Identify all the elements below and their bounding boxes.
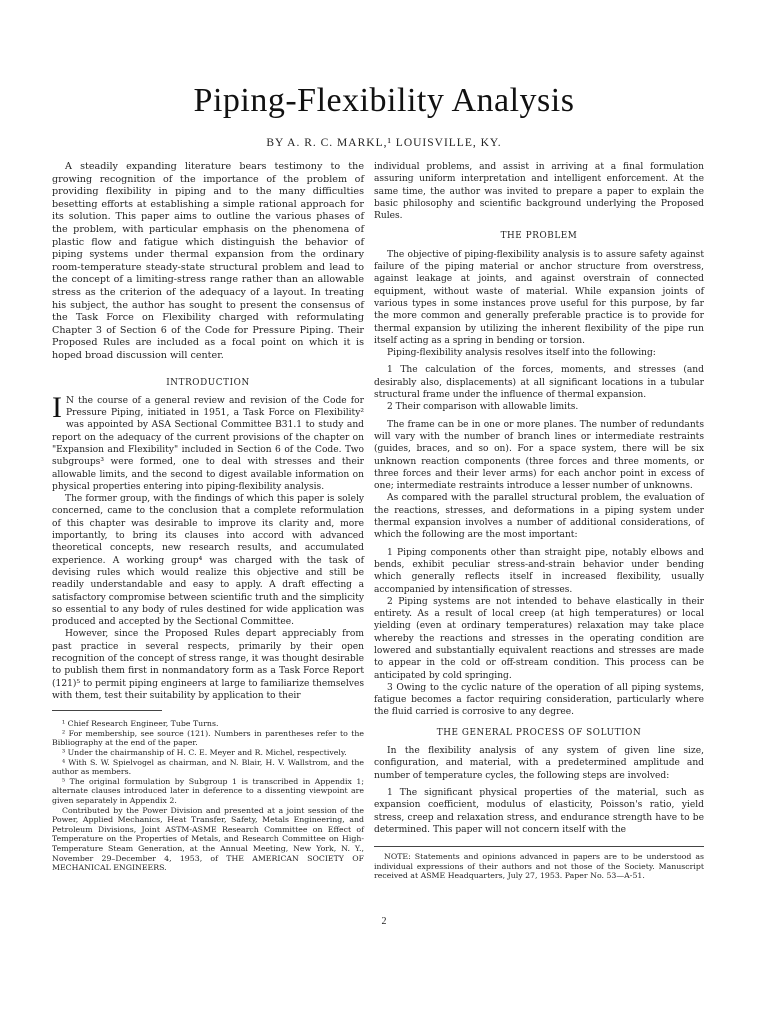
problem-item-1: 1 The calculation of the forces, moments, and stresses (and desirably also, displacements) at all significant locations in a tubular structural frame under the influence of thermal expansion. xyxy=(374,365,704,401)
problem-paragraph-4: As compared with the parallel structural problem, the evaluation of the reactions, stresses, and deformations in a piping system under thermal expansion involves a number of additional considerations, of which the following are the most important: xyxy=(374,493,704,541)
right-column xyxy=(374,161,704,881)
footnote-5: ⁵ The original formulation by Subgroup 1 is transcribed in Appendix 1; alternate clauses introduced later in deference to a dissenting viewpoint are given separately in Appendix 2. xyxy=(52,776,364,805)
page-number: 2 xyxy=(381,916,387,927)
general-process-heading: THE GENERAL PROCESS OF SOLUTION xyxy=(436,727,642,738)
consideration-3: 3 Owing to the cyclic nature of the operation of all piping systems, fatigue becomes a factor requiring consideration, particularly where the fluid carried is corrosive to any degree. xyxy=(374,682,704,718)
problem-paragraph-2: Piping-flexibility analysis resolves itself into the following: xyxy=(387,348,656,359)
consideration-2: 2 Piping systems are not intended to behave elastically in their entirety. As a result of local creep (at high temperatures) or local yielding (even at ordinary temperatures) relaxation may take place whereby the reactions and stresses in the operating condition are lowered and substantially equivalent reactions and stresses are made to appear in the cold or off-stream condition. This process can be anticipated by cold springing. xyxy=(374,596,704,681)
introduction-paragraph-1 xyxy=(52,390,364,493)
problem-item-2: 2 Their comparison with allowable limits. xyxy=(387,402,579,413)
drop-cap: I xyxy=(52,390,62,424)
intro-p1-text: N the course of a general review and revision of the Code for Pressure Piping, initiated in 1951, a Task Force on Flexibility² was appointed by ASA Sectional Committee B31.1 to study and report on the adequacy of the current provisions of the chapter on "Expansion and Flexibility" included in Section 6 of the Code. Two subgroups³ were formed, one to deal with stresses and their allowable limits, and the second to digest available information on physical properties entering into piping-flexibility analysis. xyxy=(52,395,364,492)
author-byline: BY A. R. C. MARKL,¹ LOUISVILLE, KY. xyxy=(266,137,502,149)
introduction-paragraph-3: However, since the Proposed Rules depart appreciably from past practice in several respects, primarily by their open recognition of the concept of stress range, it was thought desirable to publish them first in nonmandatory form as a Task Force Report (121)⁵ to permit piping engineers at large to familiarize themselves with them, test their suitability by application to their xyxy=(52,629,364,701)
general-process-item-1: 1 The significant physical properties of the material, such as expansion coefficient, modulus of elasticity, Poisson's ratio, yield stress, creep and relaxation stress, and endurance strength have to be determined. This paper will not concern itself with the xyxy=(374,787,704,835)
footnotes xyxy=(52,719,364,873)
general-process-paragraph-1: In the flexibility analysis of any system of given line size, configuration, and material, with a predetermined amplitude and number of temperature cycles, the following steps are involved: xyxy=(374,746,704,781)
continued-paragraph: individual problems, and assist in arriving at a final formulation assuring uniform interpretation and intelligent enforcement. At the same time, the author was invited to prepare a paper to explain the basic philosophy and scientific background underlying the Proposed Rules. xyxy=(374,162,704,222)
footnote-2: ² For membership, see source (121). Numbers in parentheses refer to the Bibliography at the end of the paper. xyxy=(52,728,364,748)
footnote-1: ¹ Chief Research Engineer, Tube Turns. xyxy=(62,719,219,729)
left-column xyxy=(52,161,364,873)
paper-title: Piping-Flexibility Analysis xyxy=(193,82,575,119)
introduction-paragraph-2: The former group, with the findings of which this paper is solely concerned, came to the conclusion that a complete reformulation of this chapter was desirable to improve its clarity and, more importantly, to bring its clauses into accord with advanced theoretical concepts, new research results, and accumulated experience. A working group⁴ was charged with the task of devising rules which would realize this objective and still be readily understandable and easy to apply. A draft effecting a satisfactory compromise between scientific truth and the simplicity so essential to any body of rules destined for wide application was produced and accepted by the Sectional Committee. xyxy=(52,494,364,628)
problem-paragraph-1: The objective of piping-flexibility analysis is to assure safety against failure of the piping material or anchor structure from overstress, against leakage at joints, and against overstrain of connected equipment, without waste of material. While expansion joints of various types in some instances prove useful for this purpose, by far the more common and generally preferable practice is to provide for thermal expansion by utilizing the inherent flexibility of the pipe run itself acting as a spring in bending or torsion. xyxy=(374,249,704,346)
footnote-rule xyxy=(52,710,162,716)
editorial-note xyxy=(374,846,704,881)
footnote-4: ⁴ With S. W. Spielvogel as chairman, and N. Blair, H. V. Wallstrom, and the author as members. xyxy=(52,757,364,777)
footnote-contributed: Contributed by the Power Division and presented at a joint session of the Power, Applied Mechanics, Heat Transfer, Safety, Metals Engineering, and Petroleum Divisions, Joint ASTM-ASME Research Committee on Effect of Temperature on the Properties of Metals, and Research Committee on High-Temperature Steam Generation, at the Annual Meeting, New York, N. Y., November 29–December 4, 1953, of THE AMERICAN SOCIETY OF MECHANICAL ENGINEERS. xyxy=(52,805,364,873)
consideration-1: 1 Piping components other than straight pipe, notably elbows and bends, exhibit peculiar stress-and-strain behavior under bending which generally reflects itself in increased flexibility, usually accompanied by intensification of stresses. xyxy=(374,547,704,595)
introduction-heading: INTRODUCTION xyxy=(166,377,250,388)
problem-heading: THE PROBLEM xyxy=(500,231,578,242)
footnote-3: ³ Under the chairmanship of H. C. E. Meyer and R. Michel, respectively. xyxy=(62,748,347,757)
abstract: A steadily expanding literature bears testimony to the growing recognition of the importance of the problem of providing flexibility in piping and to the many difficulties besetting efforts at establishing a simple rational approach for its solution. This paper aims to outline the various phases of the problem, with particular emphasis on the phenomena of plastic flow and fatigue which distinguish the behavior of piping systems under thermal expansion from the ordinary room-temperature steady-state structural problem and lead to the concept of a limiting-stress range rather than an allowable stress as the criterion of the adequacy of a layout. In treating his subject, the author has sought to present the consensus of the Task Force on Flexibility charged with reformulating Chapter 3 of Section 6 of the Code for Pressure Piping. Their Proposed Rules are included as a focal point on which it is hoped broad discussion will center. xyxy=(52,161,364,361)
problem-paragraph-3: The frame can be in one or more planes. The number of redundants will vary with the number of branch lines or intermediate restraints (guides, braces, and so on). For a space system, there will be six unknown reaction components (three forces and three moments, or three forces and their lever arms) for each anchor point in excess of one; intermediate restraints introduce a lesser number of unknowns. xyxy=(374,419,704,492)
editorial-note-text: NOTE: Statements and opinions advanced in papers are to be understood as individual expressions of their authors and not those of the Society. Manuscript received at ASME Headquarters, July 27, 1953. Paper No. 53—A-51. xyxy=(374,852,704,881)
